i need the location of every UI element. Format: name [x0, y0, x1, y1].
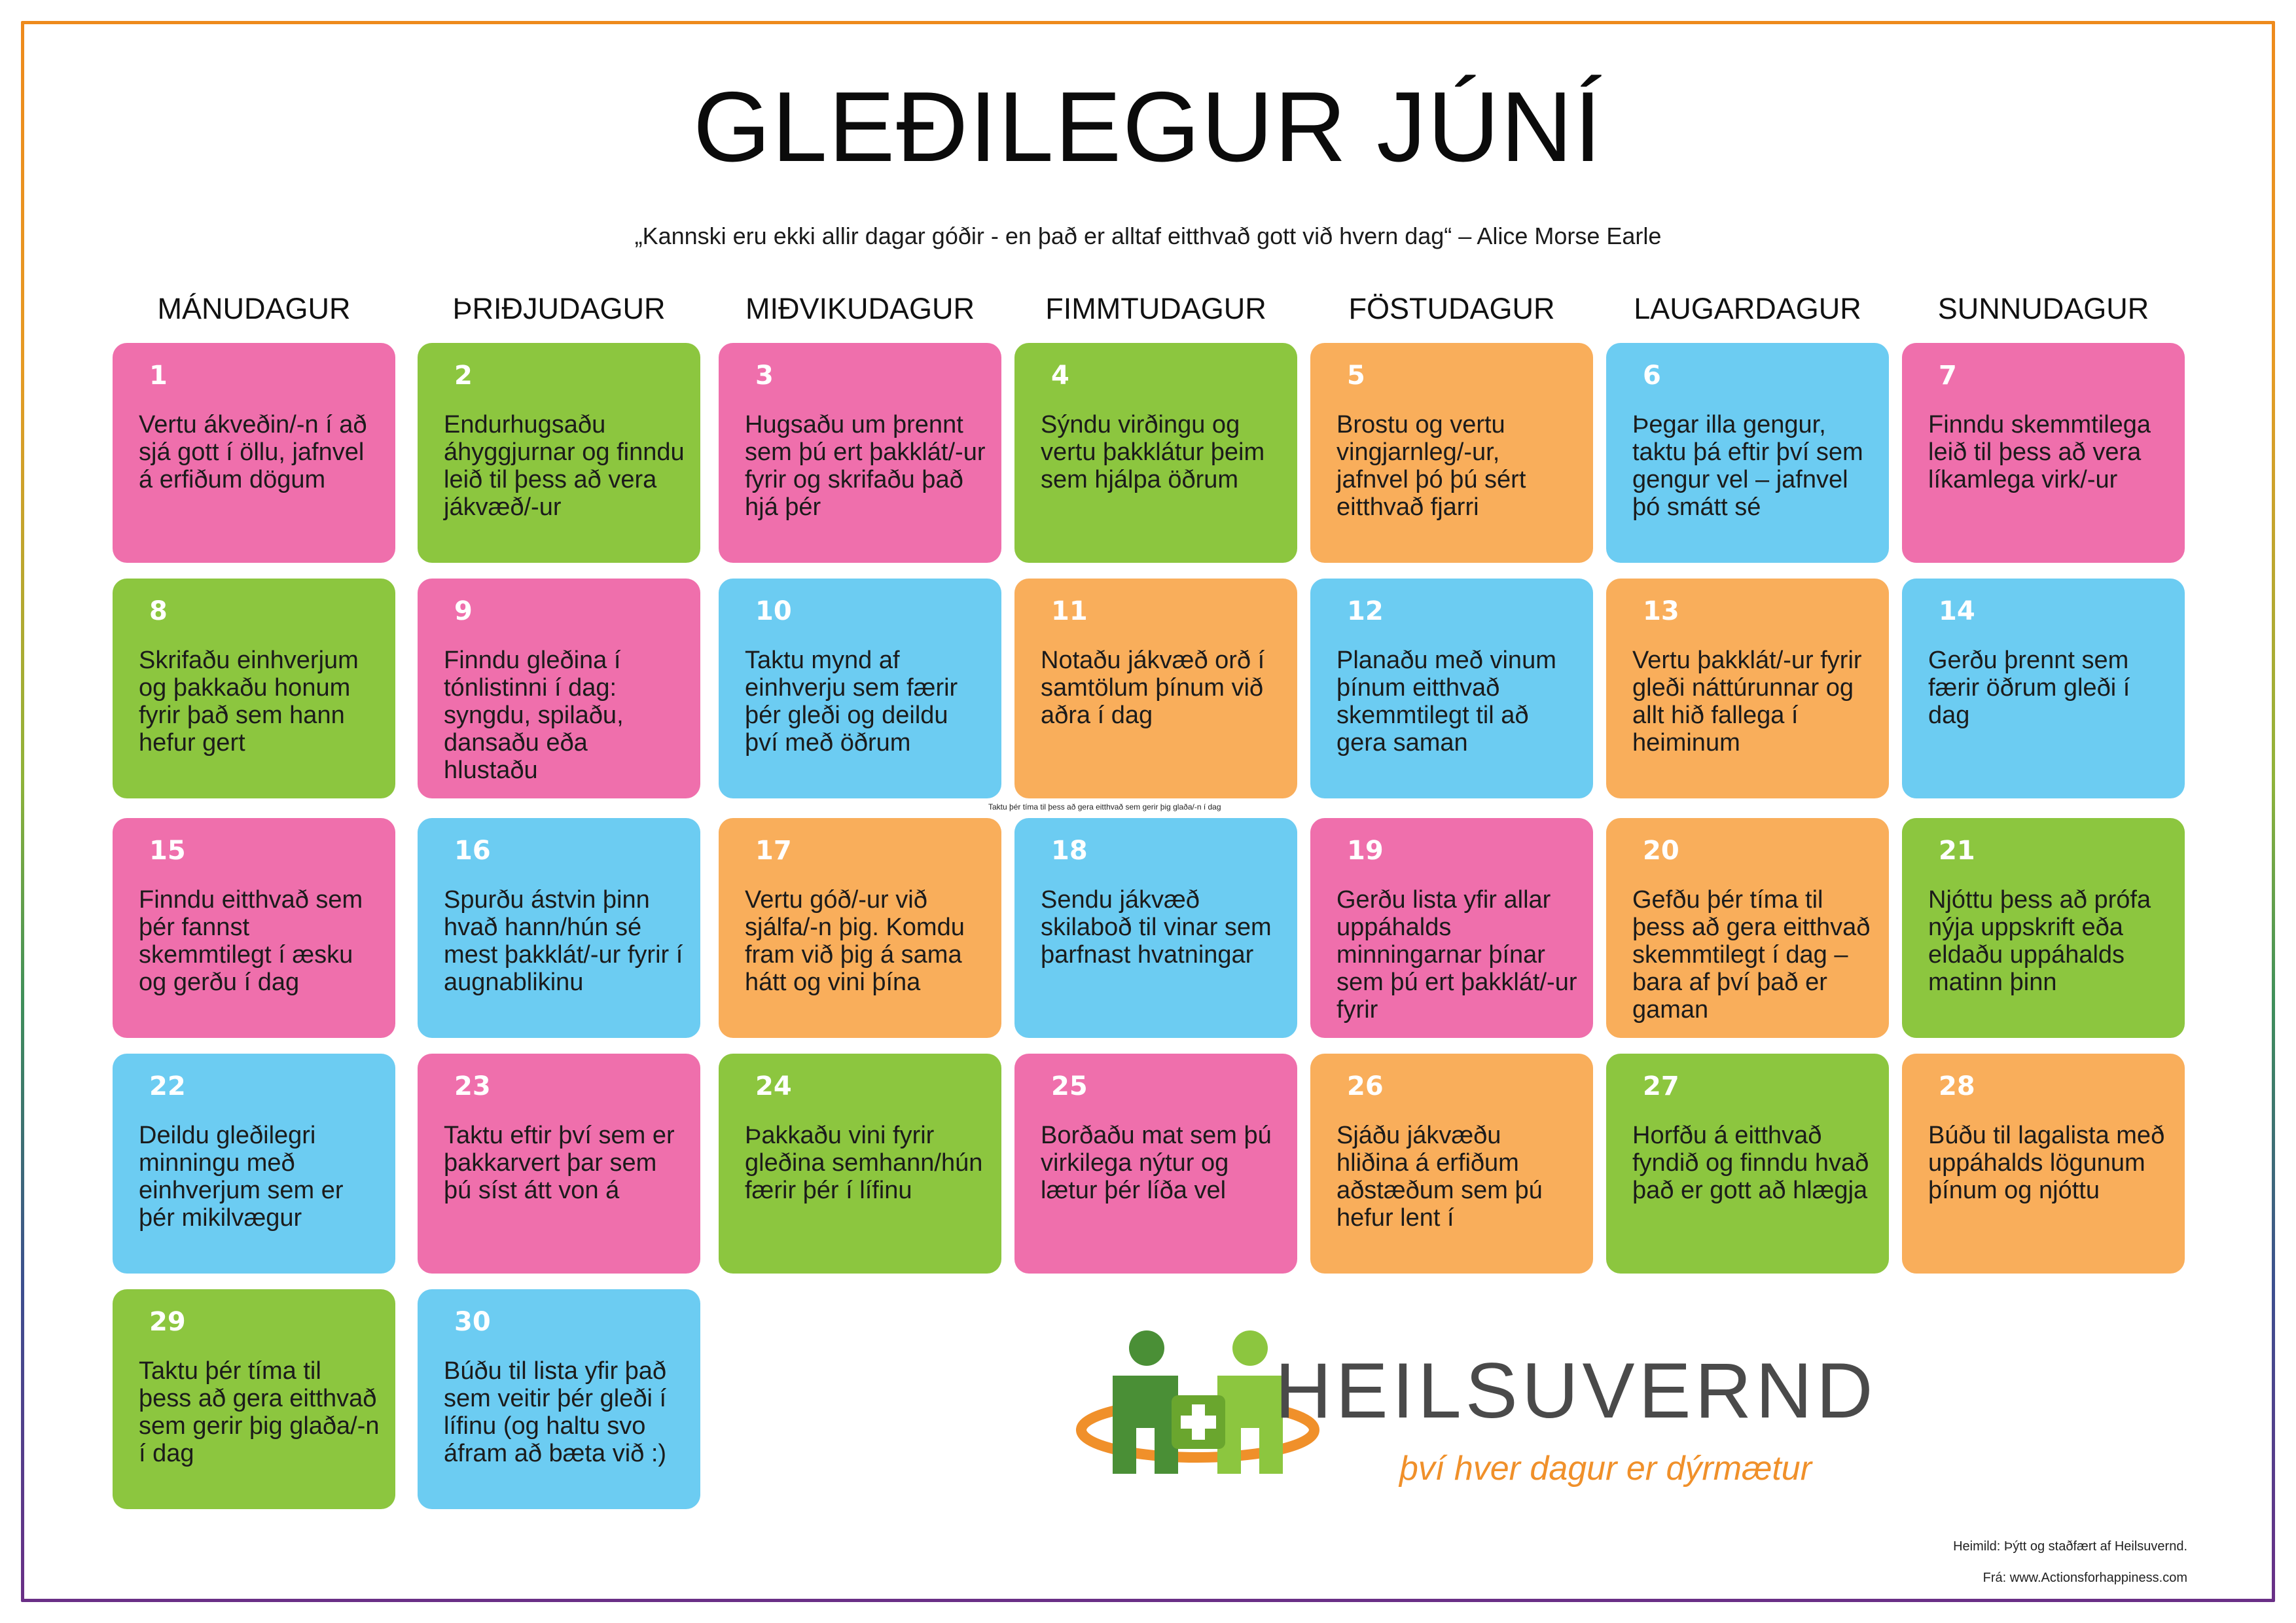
day-activity-text: Hugsaðu um þrennt sem þú ert þakklát/-ur fyrir og skrifaðu það hjá þér: [745, 411, 986, 521]
day-activity-text: Gefðu þér tíma til þess að gera eitthvað skemmtilegt í dag – bara af því það er gaman: [1632, 886, 1871, 1024]
day-number: 25: [1051, 1071, 1088, 1101]
day-activity-text: Gerðu þrennt sem færir öðrum gleði í dag: [1928, 647, 2130, 729]
day-cell: [1902, 1054, 2185, 1274]
day-activity-text: Endurhugsaðu áhyggjurnar og finndu leið til þess að vera jákvæð/-ur: [444, 411, 685, 521]
day-activity-text: Þegar illa gengur, taktu þá eftir því sem gengur vel – jafnvel þó smátt sé: [1632, 411, 1863, 521]
day-cell: [1902, 818, 2185, 1038]
day-cell: [418, 579, 700, 798]
day-number: 1: [149, 361, 168, 391]
weekday-header: MIÐVIKUDAGUR: [745, 292, 975, 325]
day-activity-text: Taktu mynd af einhverju sem færir þér gleði og deildu því með öðrum: [745, 647, 958, 757]
day-number: 19: [1347, 836, 1384, 866]
weekday-header: FIMMTUDAGUR: [1045, 292, 1266, 325]
day-cell: [1014, 1054, 1297, 1274]
day-cell: [418, 343, 700, 563]
day-cell: [719, 579, 1001, 798]
day-activity-text: Spurðu ástvin þinn hvað hann/hún sé mest þakklát/-ur fyrir í augnablikinu: [444, 886, 683, 996]
day-cell: [1606, 818, 1889, 1038]
day-cell: [113, 818, 395, 1038]
day-activity-text: Planaðu með vinum þínum eitthvað skemmtilegt til að gera saman: [1336, 647, 1556, 757]
day-activity-text: Finndu gleðina í tónlistinni í dag: syngdu, spilaðu, dansaðu eða hlustaðu: [444, 647, 624, 784]
day-number: 26: [1347, 1071, 1384, 1101]
day-cell: [1902, 343, 2185, 563]
day-number: 14: [1939, 596, 1975, 626]
day-number: 29: [149, 1307, 186, 1337]
weekday-header: MÁNUDAGUR: [157, 292, 351, 325]
day-cell: [1902, 579, 2185, 798]
day-number: 23: [454, 1071, 491, 1101]
day-cell: [1014, 579, 1297, 798]
page-title: GLEÐILEGUR JÚNÍ: [693, 71, 1603, 183]
day-activity-text: Deildu gleðilegri minningu með einhverjum sem er þér mikilvægur: [139, 1122, 344, 1232]
day-activity-text: Skrifaðu einhverjum og þakkaðu honum fyrir það sem hann hefur gert: [139, 647, 359, 757]
day-cell: [1310, 579, 1593, 798]
day-number: 21: [1939, 836, 1975, 866]
footer-source: Heimild: Þýtt og staðfært af Heilsuvernd.: [1953, 1539, 2187, 1554]
day-activity-text: Sjáðu jákvæðu hliðina á erfiðum aðstæðum sem þú hefur lent í: [1336, 1122, 1543, 1232]
day-cell: [1606, 579, 1889, 798]
quote: „Kannski eru ekki allir dagar góðir - en það er alltaf eitthvað gott við hvern dag“ – Alice Morse Earle: [634, 223, 1662, 249]
day-number: 22: [149, 1071, 186, 1101]
day-cell: [418, 1054, 700, 1274]
weekday-header: LAUGARDAGUR: [1634, 292, 1861, 325]
day-activity-text: Búðu til lagalista með uppáhalds lögunum þínum og njóttu: [1928, 1122, 2165, 1204]
day-cell: [1014, 343, 1297, 563]
day-number: 3: [755, 361, 774, 391]
weekday-header: ÞRIÐJUDAGUR: [452, 292, 666, 325]
day-activity-text: Taktu eftir því sem er þakkarvert þar sem þú síst átt von á: [444, 1122, 675, 1204]
day-cell: [1014, 818, 1297, 1038]
day-cell: [1606, 1054, 1889, 1274]
day-activity-text: Búðu til lista yfir það sem veitir þér gleði í lífinu (og haltu svo áfram að bæta við :): [444, 1357, 667, 1467]
day-number: 18: [1051, 836, 1088, 866]
day-number: 10: [755, 596, 792, 626]
day-number: 4: [1051, 361, 1069, 391]
day-cell: [113, 1289, 395, 1509]
day-number: 9: [454, 596, 473, 626]
day-number: 17: [755, 836, 792, 866]
day-activity-text: Notaðu jákvæð orð í samtölum þínum við aðra í dag: [1041, 647, 1265, 729]
tiny-note: Taktu þér tíma til þess að gera eitthvað sem gerir þig glaða/-n í dag: [988, 802, 1221, 812]
day-cell: [719, 818, 1001, 1038]
day-cell: [719, 343, 1001, 563]
day-cell: [113, 1054, 395, 1274]
day-activity-text: Sýndu virðingu og vertu þakklátur þeim sem hjálpa öðrum: [1041, 411, 1265, 493]
day-activity-text: Horfðu á eitthvað fyndið og finndu hvað það er gott að hlægja: [1632, 1122, 1869, 1204]
day-activity-text: Gerðu lista yfir allar uppáhalds minningarnar þínar sem þú ert þakklát/-ur fyrir: [1336, 886, 1577, 1024]
day-number: 12: [1347, 596, 1384, 626]
day-number: 6: [1643, 361, 1661, 391]
day-cell: [1310, 818, 1593, 1038]
day-number: 16: [454, 836, 491, 866]
day-activity-text: Borðaðu mat sem þú virkilega nýtur og lætur þér líða vel: [1041, 1122, 1272, 1204]
brand-slogan: því hver dagur er dýrmætur: [1399, 1450, 1812, 1488]
weekday-header: FÖSTUDAGUR: [1348, 292, 1555, 325]
day-activity-text: Vertu góð/-ur við sjálfa/-n þig. Komdu fram við þig á sama hátt og vini þína: [745, 886, 965, 996]
day-number: 8: [149, 596, 168, 626]
day-activity-text: Finndu skemmtilega leið til þess að vera líkamlega virk/-ur: [1928, 411, 2151, 493]
day-cell: [1310, 1054, 1593, 1274]
day-cell: [719, 1054, 1001, 1274]
weekday-header: SUNNUDAGUR: [1937, 292, 2149, 325]
day-activity-text: Taktu þér tíma til þess að gera eitthvað sem gerir þig glaða/-n í dag: [139, 1357, 380, 1467]
day-activity-text: Finndu eitthvað sem þér fannst skemmtilegt í æsku og gerðu í dag: [139, 886, 363, 996]
day-cell: [418, 1289, 700, 1509]
day-number: 11: [1051, 596, 1088, 626]
day-activity-text: Brostu og vertu vingjarnleg/-ur, jafnvel þó þú sért eitthvað fjarri: [1336, 411, 1526, 521]
day-number: 2: [454, 361, 473, 391]
day-number: 27: [1643, 1071, 1679, 1101]
day-cell: [1606, 343, 1889, 563]
day-number: 15: [149, 836, 186, 866]
footer-from: Frá: www.Actionsforhappiness.com: [1982, 1571, 2187, 1585]
day-number: 28: [1939, 1071, 1975, 1101]
day-number: 5: [1347, 361, 1365, 391]
day-cell: [418, 818, 700, 1038]
day-activity-text: Vertu þakklát/-ur fyrir gleði náttúrunnar og allt hið fallega í heiminum: [1632, 647, 1862, 757]
day-number: 13: [1643, 596, 1679, 626]
day-number: 24: [755, 1071, 792, 1101]
day-number: 20: [1643, 836, 1679, 866]
day-activity-text: Njóttu þess að prófa nýja uppskrift eða eldaðu uppáhalds matinn þinn: [1928, 886, 2151, 996]
day-cell: [1310, 343, 1593, 563]
day-activity-text: Sendu jákvæð skilaboð til vinar sem þarfnast hvatningar: [1041, 886, 1272, 969]
day-number: 30: [454, 1307, 491, 1337]
day-number: 7: [1939, 361, 1957, 391]
day-cell: [113, 579, 395, 798]
brand-name: HEILSUVERND: [1275, 1347, 1877, 1435]
day-activity-text: Þakkaðu vini fyrir gleðina semhann/hún færir þér í lífinu: [745, 1122, 983, 1204]
day-activity-text: Vertu ákveðin/-n í að sjá gott í öllu, jafnvel á erfiðum dögum: [139, 411, 367, 493]
day-cell: [113, 343, 395, 563]
